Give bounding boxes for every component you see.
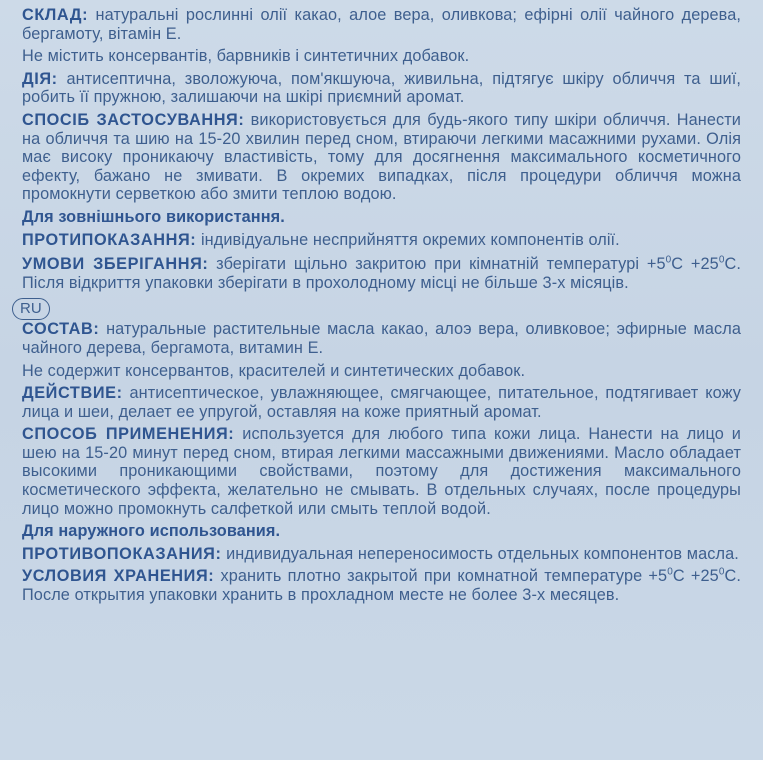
ru-action-text: антисептическое, увлажняющее, смягчающее, питательное, подтягивает кожу лица и шеи, делает ее упругой, оставляя на коже приятный аромат.	[22, 384, 741, 421]
ru-storage-degree: 0	[718, 567, 725, 579]
ru-composition-text: натуральные растительные масла какао, алоэ вера, оливковое; эфирные масла чайного дерева, бергамота, витамин Е.	[22, 320, 741, 357]
ru-storage-text-a: хранить плотно закрытой при комнатной температуре +5	[214, 567, 668, 586]
ua-storage	[22, 255, 741, 292]
ua-contraindications-text: індивідуальне несприйняття окремих компонентів олії.	[196, 230, 620, 249]
ru-no-preservatives: Не содержит консервантов, красителей и синтетических добавок.	[22, 361, 526, 380]
language-badge: RU	[12, 298, 50, 320]
ru-usage-label: СПОСОБ ПРИМЕНЕНИЯ:	[22, 425, 235, 444]
ua-action	[22, 70, 741, 107]
ru-storage	[22, 567, 741, 604]
ua-storage-text-c: С. Після відкриття упаковки зберігати в прохолодному місці не більше 3-х місяців.	[22, 255, 741, 292]
ua-storage-text-a: зберігати щільно закритою при кімнатній температурі +5	[208, 255, 666, 274]
ua-action-text: антисептична, зволожуюча, пом'якшуюча, живильна, підтягує шкіру обличчя та шиї, робить її пружною, залишаючи на шкірі приємний аромат.	[22, 69, 741, 107]
ru-storage-degree: 0	[667, 567, 673, 579]
ru-storage-text-c: С. После открытия упаковки хранить в прохладном месте не более 3-х месяцев.	[22, 567, 741, 605]
ua-storage-degree: 0	[665, 254, 672, 266]
ua-action-label: ДІЯ:	[22, 69, 58, 88]
ru-contraindications-text: индивидуальная непереносимость отдельных компонентов масла.	[221, 544, 739, 563]
ru-action	[22, 384, 741, 421]
ua-contraindications	[22, 231, 741, 250]
ru-usage-text: используется для любого типа кожи лица. Нанести на лицо и шею на 15-20 минут перед сном, втирая легкими массажными движениями. Масло обладает высокими проникающими свойствами, поэтому для достижения максимального косметического эффекта, желательно не смывать. В отдельных случаях, после процедуры лицо можно промокнуть салфеткой или смыть теплой водой.	[22, 425, 741, 518]
ua-no-preservatives: Не містить консервантів, барвників і синтетичних добавок.	[22, 47, 470, 66]
ua-contraindications-label: ПРОТИПОКАЗАННЯ:	[22, 230, 197, 249]
ru-external-use: Для наружного использования.	[22, 522, 281, 541]
ru-composition	[22, 320, 741, 357]
ru-storage-text-b: С +25	[672, 567, 719, 586]
ru-storage-label: УСЛОВИЯ ХРАНЕНИЯ:	[22, 567, 215, 586]
ua-storage-text-b: С +25	[671, 255, 719, 274]
ru-contraindications	[22, 545, 741, 564]
ua-composition	[22, 6, 741, 43]
ru-composition-label: СОСТАВ:	[22, 320, 100, 339]
ua-usage-label: СПОСІБ ЗАСТОСУВАННЯ:	[22, 110, 245, 129]
ua-composition-label: СКЛАД:	[22, 6, 89, 24]
ua-external-use: Для зовнішнього використання.	[22, 207, 285, 226]
ru-contraindications-label: ПРОТИВОПОКАЗАНИЯ:	[22, 544, 222, 563]
ua-usage	[22, 111, 741, 204]
language-badge-row	[22, 296, 741, 320]
ua-composition-text: натуральні рослинні олії какао, алое вера, оливкова; ефірні олії чайного дерева, бергамоту, вітамін Е.	[22, 6, 741, 43]
ua-usage-text: використовується для будь-якого типу шкіри обличчя. Нанести на обличчя та шию на 15-20 хвилин перед сном, втираючи легкими масажними рухами. Олія має високу проникаючу властивість, тому для досягнення максимального косметичного ефекту, бажано не змивати. В окремих випадках, після процедури обличчя можна промокнути серветкою або змити теплою водою.	[22, 110, 741, 204]
ru-usage	[22, 425, 741, 518]
ru-action-label: ДЕЙСТВИЕ:	[22, 384, 123, 403]
ua-storage-label: УМОВИ ЗБЕРІГАННЯ:	[22, 255, 209, 274]
ua-storage-degree: 0	[718, 254, 725, 266]
